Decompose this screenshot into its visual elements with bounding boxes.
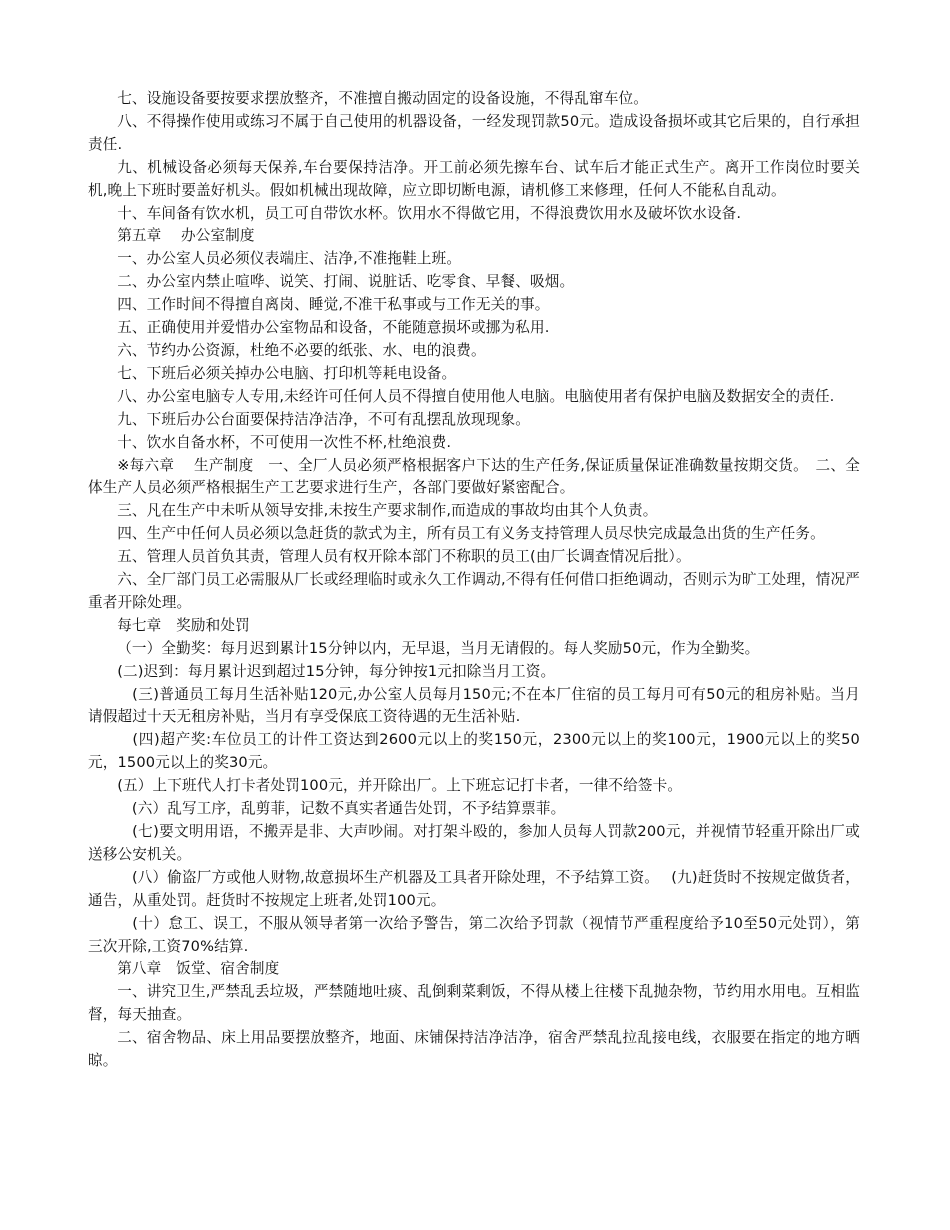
paragraph: 十、车间备有饮水机，员工可自带饮水杯。饮用水不得做它用，不得浪费饮用水及破坏饮水设备. — [117, 204, 742, 222]
paragraph: 四、工作时间不得擅自离岗、睡觉,不准干私事或与工作无关的事。 — [117, 296, 550, 314]
paragraph: 十、饮水自备水杯，不可使用一次性不杯,杜绝浪费. — [117, 433, 452, 451]
paragraph: 三、凡在生产中未听从领导安排,未按生产要求制作,而造成的事故均由其个人负责。 — [117, 502, 658, 520]
paragraph: (五）上下班代人打卡者处罚100元，并开除出厂。上下班忘记打卡者，一律不给签卡。 — [117, 777, 683, 795]
paragraph: 二、宿舍物品、床上用品要摆放整齐，地面、床铺保持洁净洁净，宿舍严禁乱拉乱接电线，衣服要在指定的地方晒晾。 — [88, 1029, 860, 1070]
paragraph: 五、管理人员首负其责，管理人员有权开除本部门不称职的员工(由厂长调查情况后批）。 — [117, 548, 691, 566]
paragraph: (四)超产奖:车位员工的计件工资达到2600元以上的奖150元，2300元以上的奖100元，1900元以上的奖50元，1500元以上的奖30元。 — [88, 731, 860, 772]
paragraph: 四、生产中任何人员必须以急赶货的款式为主，所有员工有义务支持管理人员尽快完成最急出货的生产任务。 — [117, 525, 825, 543]
paragraph: (十）怠工、误工，不服从领导者第一次给予警告，第二次给予罚款（视情节严重程度给予10至50元处罚），第三次开除,工资70%结算. — [88, 914, 860, 955]
paragraph: 二、办公室内禁止喧哗、说笑、打闹、说脏话、吃零食、早餐、吸烟。 — [117, 273, 575, 291]
chapter-heading: 第五章 办公室制度 — [117, 227, 255, 245]
paragraph: (八）偷盗厂方或他人财物,故意损坏生产机器及工具者开除处理，不予结算工资。 (九)赶货时不按规定做货者，通告，从重处罚。赶货时不按规定上班者,处罚100元。 — [88, 868, 860, 909]
paragraph: 八、办公室电脑专人专用,未经许可任何人员不得擅自使用他人电脑。电脑使用者有保护电脑及数据安全的责任. — [117, 387, 835, 405]
paragraph: 七、设施设备要按要求摆放整齐，不准擅自搬动固定的设备设施，不得乱窜车位。 — [117, 90, 648, 107]
paragraph: 九、机械设备必须每天保养,车台要保持洁净。开工前必须先擦车台、试车后才能正式生产。离开工作岗位时要关机,晚上下班时要盖好机头。假如机械出现故障，应立即切断电源，请机修工来修理，任何人不能私自乱动。 — [88, 158, 860, 199]
paragraph: 一、讲究卫生,严禁乱丢垃圾，严禁随地吐痰、乱倒剩菜剩饭，不得从楼上往楼下乱抛杂物，节约用水用电。互相监督，每天抽查。 — [88, 983, 860, 1024]
paragraph: 七、下班后必须关掉办公电脑、打印机等耗电设备。 — [117, 364, 457, 382]
paragraph: 八、不得操作使用或练习不属于自己使用的机器设备，一经发现罚款50元。造成设备损坏或其它后果的，自行承担责任. — [88, 112, 860, 153]
paragraph: (二)迟到：每月累计迟到超过15分钟，每分钟按1元扣除当月工资。 — [117, 662, 556, 680]
paragraph: 六、全厂部门员工必需服从厂长或经理临时或永久工作调动,不得有任何借口拒绝调动，否则示为旷工处理，情况严重者开除处理。 — [88, 571, 860, 611]
document-body — [88, 88, 860, 1073]
paragraph: (三)普通员工每月生活补贴120元,办公室人员每月150元;不在本厂住宿的员工每月可有50元的租房补贴。当月请假超过十天无租房补贴，当月有享受保底工资待遇的无生活补贴. — [88, 685, 860, 726]
paragraph: 五、正确使用并爱惜办公室物品和设备，不能随意损坏或挪为私用. — [117, 319, 550, 337]
paragraph: 六、节约办公资源，杜绝不必要的纸张、水、电的浪费。 — [117, 341, 486, 359]
paragraph: 一、办公室人员必须仪表端庄、洁净,不准拖鞋上班。 — [117, 250, 462, 268]
paragraph: (七)要文明用语，不搬弄是非、大声吵闹。对打架斗殴的，参加人员每人罚款200元，并视情节轻重开除出厂或送移公安机关。 — [88, 823, 860, 863]
paragraph: （一）全勤奖：每月迟到累计15分钟以内，无早退，当月无请假的。每人奖励50元，作为全勤奖。 — [117, 639, 760, 657]
chapter-heading: 每七章 奖励和处罚 — [117, 616, 250, 634]
chapter-heading: ※每六章 生产制度 一、全厂人员必须严格根据客户下达的生产任务,保证质量保证准确数量按期交货。 二、全体生产人员必须严格根据生产工艺要求进行生产，各部门要做好紧密配合。 — [88, 456, 860, 497]
paragraph: 九、下班后办公台面要保持洁净洁净，不可有乱摆乱放现现象。 — [117, 410, 531, 428]
paragraph: (六）乱写工序，乱剪菲，记数不真实者通告处罚，不予结算票菲。 — [117, 800, 566, 818]
chapter-heading: 第八章 饭堂、宿舍制度 — [117, 960, 280, 978]
